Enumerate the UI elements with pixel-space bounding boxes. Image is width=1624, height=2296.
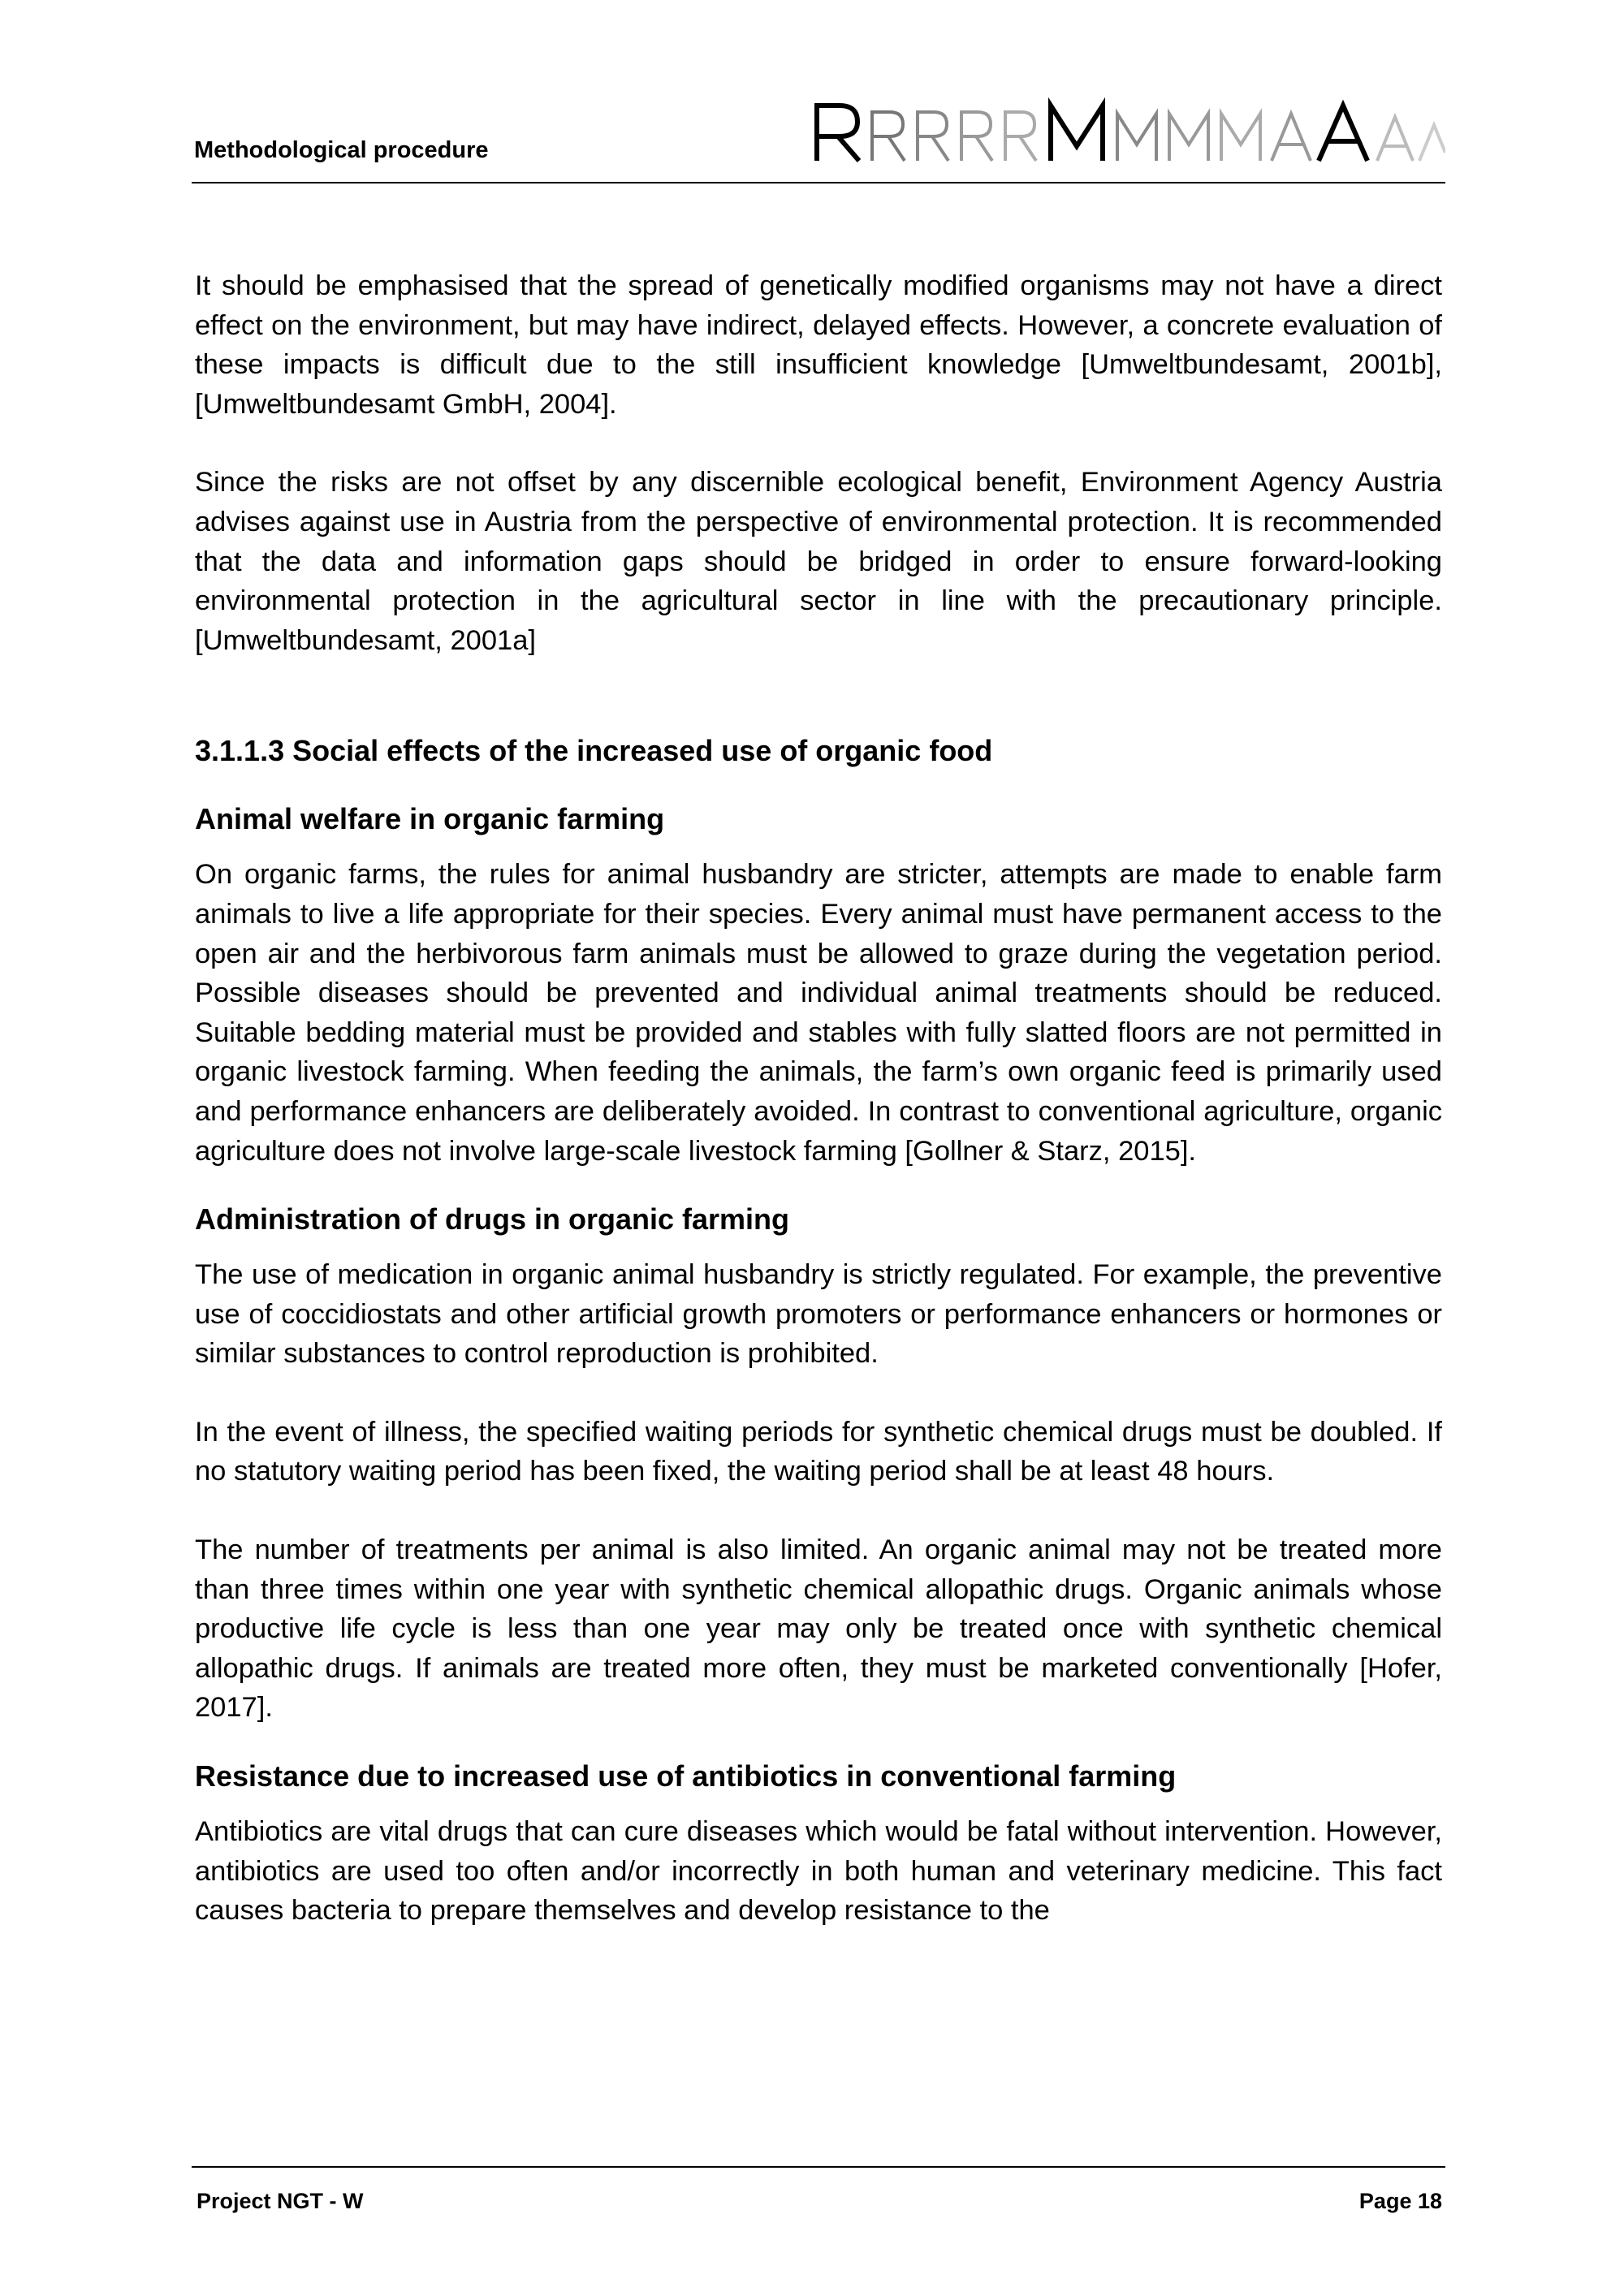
page-footer <box>192 2166 1445 2213</box>
page-header <box>192 96 1445 183</box>
paragraph-animal-welfare: On organic farms, the rules for animal husbandry are stricter, attempts are made to enable farm animals to live a life appropriate for their species. Every animal must have permanent access to the open air and the herbivorous farm animals must be allowed to graze during the vegetation period. Possible diseases should be prevented and individual animal treatments should be reduced. Suitable bedding material must be provided and stables with fully slatted floors are not permitted in organic livestock farming. When feeding the animals, the farm’s own organic feed is primarily used and performance enhancers are deliberately avoided. In contrast to conventional agriculture, organic agriculture does not involve large-scale livestock farming [Gollner & Starz, 2015]. <box>195 859 1442 1167</box>
subheading-antibiotic-resistance: Resistance due to increased use of antibiotics in conventional farming <box>195 1759 1177 1793</box>
paragraph-gmo-effects: It should be emphasised that the spread of genetically modified organisms may not have a direct effect on the environment, but may have indirect, delayed effects. However, a concrete evaluation of these impacts is difficult due to the still insufficient knowledge [Umweltbundesamt, 2001b], [Umweltbundesamt GmbH, 2004]. <box>195 270 1442 420</box>
project-name: Project NGT - W <box>197 2189 364 2213</box>
subheading-animal-welfare: Animal welfare in organic farming <box>195 802 665 836</box>
paragraph-waiting-periods: In the event of illness, the specified waiting periods for synthetic chemical drugs must be doubled. If no statutory waiting period has been fixed, the waiting period shall be at least 48 hours. <box>195 1416 1442 1487</box>
paragraph-risks: Since the risks are not offset by any discernible ecological benefit, Environment Agency Austria advises against use in Austria from the perspective of environmental protection. It is recommended that the data and information gaps should be bridged in order to ensure forward-looking environmental protection in the agricultural sector in line with the precautionary principle. [Umweltbundesamt, 2001a] <box>195 467 1442 656</box>
company-logo <box>812 96 1445 169</box>
paragraph-antibiotics: Antibiotics are vital drugs that can cure diseases which would be fatal without intervention. However, antibiotics are used too often and/or incorrectly in both human and veterinary medicine. This fact causes bacteria to prepare themselves and develop resistance to the <box>195 1816 1442 1927</box>
paragraph-treatment-limits: The number of treatments per animal is also limited. An organic animal may not be treated more than three times within one year with synthetic chemical allopathic drugs. Organic animals whose productive life cycle is less than one year may only be treated once with synthetic chemical allopathic drugs. If animals are treated more often, they must be marketed conventionally [Hofer, 2017]. <box>195 1534 1442 1724</box>
section-heading: 3.1.1.3 Social effects of the increased use of organic food <box>195 734 993 768</box>
running-title: Methodological procedure <box>194 137 489 163</box>
subheading-drug-administration: Administration of drugs in organic farming <box>195 1202 790 1236</box>
page-body <box>195 266 1442 1931</box>
paragraph-medication-rules: The use of medication in organic animal husbandry is strictly regulated. For example, the preventive use of coccidiostats and other artificial growth promoters or performance enhancers or hormones or similar substances to control reproduction is prohibited. <box>195 1259 1442 1370</box>
page-number: Page 18 <box>1358 2189 1442 2213</box>
